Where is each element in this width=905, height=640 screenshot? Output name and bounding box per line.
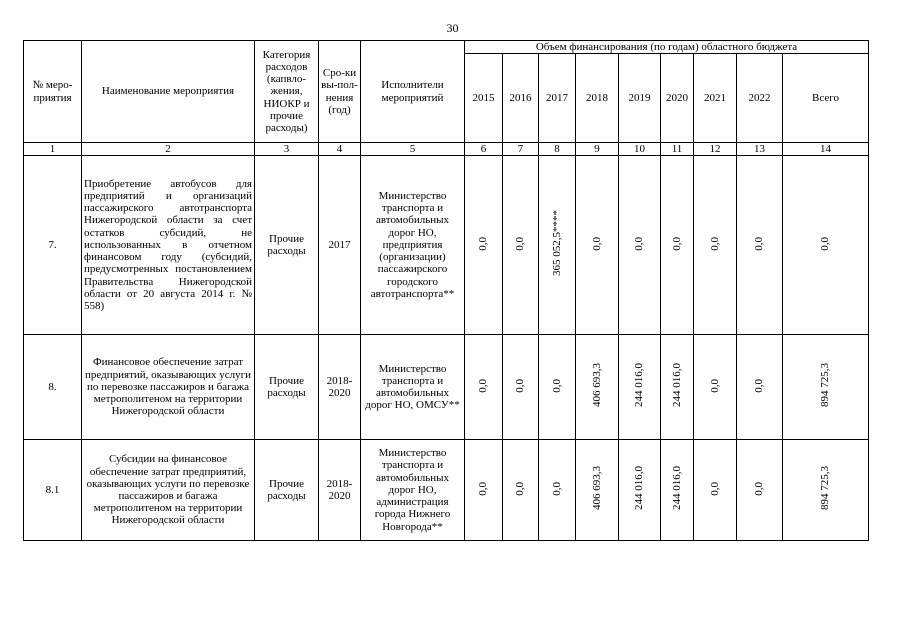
table-row — [24, 335, 869, 440]
value-cell — [576, 335, 619, 440]
value-cell — [539, 335, 576, 440]
column-numbers-row — [24, 143, 869, 156]
table-row — [24, 156, 869, 335]
value-cell — [783, 156, 869, 335]
page-number: 30 — [446, 21, 459, 35]
column-number: 10 — [619, 143, 661, 156]
row-category: Прочие расходы — [255, 440, 319, 541]
table-row — [24, 440, 869, 541]
column-number: 2 — [82, 143, 255, 156]
value-cell — [694, 440, 737, 541]
header-col-funding: Объем финансирования (по годам) областного бюджета — [465, 41, 869, 54]
row-name: Субсидии на финансовое обеспечение затрат предприятий, оказывающих услуги по перевозке пассажиров и багажа метрополитеном на территории Нижегородской области — [82, 440, 255, 541]
value-cell — [694, 335, 737, 440]
header-year: 2019 — [619, 54, 661, 143]
header-col-terms: Сро-ки вы-пол-нения (год) — [319, 41, 361, 143]
column-number: 12 — [694, 143, 737, 156]
header-total: Всего — [783, 54, 869, 143]
header-year: 2015 — [465, 54, 503, 143]
value-cell — [661, 440, 694, 541]
value-2016: 0,0 — [514, 236, 527, 251]
value-cell — [539, 156, 576, 335]
row-name: Финансовое обеспечение затрат предприятий, оказывающих услуги по перевозке пассажиров и багажа метрополитеном на территории Нижегородской области — [82, 335, 255, 440]
value-2015: 0,0 — [477, 378, 490, 393]
row-category: Прочие расходы — [255, 335, 319, 440]
value-cell — [783, 440, 869, 541]
header-year: 2021 — [694, 54, 737, 143]
value-2021: 0,0 — [708, 236, 721, 251]
value-cell — [619, 335, 661, 440]
value-cell — [737, 440, 783, 541]
row-terms: 2017 — [319, 156, 361, 335]
value-2018: 0,0 — [590, 236, 603, 251]
column-number: 8 — [539, 143, 576, 156]
value-2022: 0,0 — [753, 236, 766, 251]
column-number: 7 — [503, 143, 539, 156]
value-2015: 0,0 — [477, 481, 490, 496]
value-cell — [694, 156, 737, 335]
column-number: 3 — [255, 143, 319, 156]
value-total: 894 725,3 — [819, 363, 832, 408]
value-cell — [576, 440, 619, 541]
column-number: 14 — [783, 143, 869, 156]
value-cell — [465, 440, 503, 541]
column-number: 11 — [661, 143, 694, 156]
value-2017: 0,0 — [550, 378, 563, 393]
row-number: 7. — [24, 156, 82, 335]
value-cell — [661, 156, 694, 335]
header-col-num: № меро-приятия — [24, 41, 82, 143]
value-cell — [503, 335, 539, 440]
value-2018: 406 693,3 — [590, 466, 603, 511]
row-category: Прочие расходы — [255, 156, 319, 335]
value-total: 894 725,3 — [819, 466, 832, 511]
header-col-name: Наименование мероприятия — [82, 41, 255, 143]
header-year: 2018 — [576, 54, 619, 143]
header-year: 2016 — [503, 54, 539, 143]
value-cell — [576, 156, 619, 335]
value-cell — [737, 335, 783, 440]
funding-table — [23, 40, 869, 541]
header-year: 2017 — [539, 54, 576, 143]
header-col-category: Категория расходов (капвло-жения, НИОКР и прочие расходы) — [255, 41, 319, 143]
row-terms: 2018-2020 — [319, 335, 361, 440]
row-executors: Министерство транспорта и автомобильных дорог НО, администрация города Нижнего Новгорода** — [361, 440, 465, 541]
value-2019: 244 016,0 — [633, 363, 646, 408]
value-total: 0,0 — [819, 236, 832, 251]
value-cell — [465, 335, 503, 440]
value-2020: 244 016,0 — [670, 363, 683, 408]
row-number: 8.1 — [24, 440, 82, 541]
header-col-executors: Исполнители мероприятий — [361, 41, 465, 143]
column-number: 1 — [24, 143, 82, 156]
value-cell — [503, 440, 539, 541]
value-2019: 0,0 — [633, 236, 646, 251]
column-number: 4 — [319, 143, 361, 156]
value-cell — [539, 440, 576, 541]
column-number: 5 — [361, 143, 465, 156]
row-executors: Министерство транспорта и автомобильных дорог НО, ОМСУ** — [361, 335, 465, 440]
row-name: Приобретение автобусов для предприятий и организаций пассажирского автотранспорта Нижегородской области за счет остатков субсидий, не использованных в отчетном финансовом году (субсидий, предусмотренных постановлением Правительства Нижегородской области от 20 августа 2014 г. № 558) — [82, 156, 255, 335]
row-terms: 2018-2020 — [319, 440, 361, 541]
column-number: 13 — [737, 143, 783, 156]
value-2022: 0,0 — [753, 378, 766, 393]
column-number: 6 — [465, 143, 503, 156]
value-2021: 0,0 — [708, 481, 721, 496]
header-row — [24, 41, 869, 54]
header-year: 2022 — [737, 54, 783, 143]
value-2021: 0,0 — [708, 378, 721, 393]
value-cell — [503, 156, 539, 335]
value-2017: 365 052,5**** — [550, 210, 563, 277]
row-executors: Министерство транспорта и автомобильных дорог НО, предприятия (организации) пассажирского городского автотранспорта** — [361, 156, 465, 335]
value-cell — [661, 335, 694, 440]
value-2020: 0,0 — [670, 236, 683, 251]
value-cell — [465, 156, 503, 335]
value-2016: 0,0 — [514, 378, 527, 393]
value-2017: 0,0 — [550, 481, 563, 496]
value-cell — [737, 156, 783, 335]
value-2018: 406 693,3 — [590, 363, 603, 408]
value-cell — [619, 440, 661, 541]
value-cell — [619, 156, 661, 335]
header-year: 2020 — [661, 54, 694, 143]
value-2022: 0,0 — [753, 481, 766, 496]
value-2019: 244 016,0 — [633, 466, 646, 511]
row-number: 8. — [24, 335, 82, 440]
column-number: 9 — [576, 143, 619, 156]
value-2016: 0,0 — [514, 481, 527, 496]
value-cell — [783, 335, 869, 440]
value-2015: 0,0 — [477, 236, 490, 251]
value-2020: 244 016,0 — [670, 466, 683, 511]
